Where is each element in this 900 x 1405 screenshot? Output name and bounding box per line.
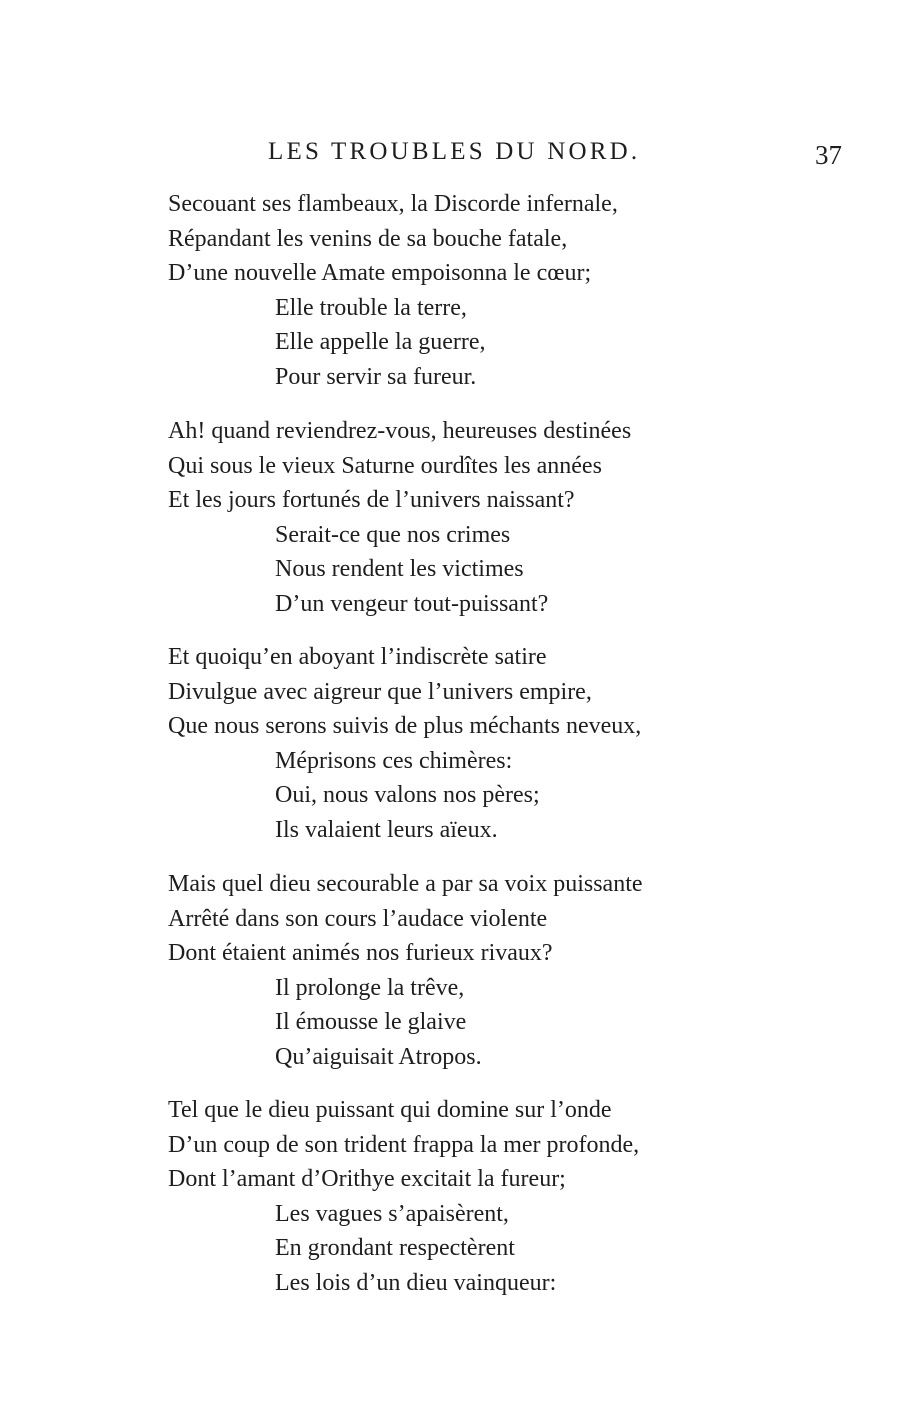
stanza-3 — [168, 640, 768, 847]
verse-line: D’un coup de son trident frappa la mer profonde, — [168, 1131, 640, 1158]
verse-line: Ah! quand reviendrez-vous, heureuses destinées — [168, 418, 632, 444]
verse-line-indented: Il émousse le glaive — [275, 1009, 467, 1035]
verse-line-indented: Ils valaient leurs aïeux. — [275, 816, 498, 843]
verse-line: Dont étaient animés nos furieux rivaux? — [168, 940, 553, 966]
verse-line: Divulgue avec aigreur que l’univers empire, — [168, 678, 592, 705]
verse-line: D’une nouvelle Amate empoisonna le cœur; — [168, 260, 592, 286]
verse-line-indented: Les lois d’un dieu vainqueur: — [275, 1269, 557, 1296]
verse-line: Répandant les venins de sa bouche fatale, — [168, 225, 568, 252]
verse-line-indented: Elle appelle la guerre, — [275, 329, 486, 355]
stanza-5 — [168, 1093, 768, 1300]
verse-line: Que nous serons suivis de plus méchants neveux, — [168, 713, 642, 739]
verse-line-indented: Nous rendent les victimes — [275, 556, 524, 582]
verse-line-indented: Serait-ce que nos crimes — [275, 521, 511, 548]
verse-line: Mais quel dieu secourable a par sa voix puissante — [168, 871, 643, 897]
verse-line-indented: Oui, nous valons nos pères; — [275, 782, 540, 808]
verse-line: Dont l’amant d’Orithye excitait la fureur; — [168, 1166, 566, 1192]
verse-line-indented: En grondant respectèrent — [275, 1235, 515, 1261]
verse-line: Et quoiqu’en aboyant l’indiscrète satire — [168, 644, 547, 670]
stanza-2 — [168, 414, 768, 621]
verse-line: Et les jours fortunés de l’univers naissant? — [168, 487, 575, 513]
verse-line-indented: Qu’aiguisait Atropos. — [275, 1043, 482, 1070]
verse-line-indented: Elle trouble la terre, — [275, 294, 467, 321]
verse-line: Tel que le dieu puissant qui domine sur l’onde — [168, 1097, 612, 1123]
page-header-title: LES TROUBLES DU NORD. — [268, 138, 641, 165]
verse-line-indented: Les vagues s’apaisèrent, — [275, 1200, 509, 1227]
verse-line-indented: Il prolonge la trêve, — [275, 974, 465, 1001]
verse-line: Arrêté dans son cours l’audace violente — [168, 905, 548, 932]
running-head — [0, 138, 900, 178]
verse-line-indented: Méprisons ces chimères: — [275, 747, 513, 774]
page-number: 37 — [815, 140, 842, 170]
verse-line: Secouant ses flambeaux, la Discorde infernale, — [168, 191, 618, 217]
verse-line-indented: D’un vengeur tout-puissant? — [275, 590, 549, 617]
verse-line: Qui sous le vieux Saturne ourdîtes les années — [168, 452, 602, 479]
verse-line-indented: Pour servir sa fureur. — [275, 363, 477, 390]
stanza-1 — [168, 187, 768, 394]
stanza-4 — [168, 867, 768, 1074]
